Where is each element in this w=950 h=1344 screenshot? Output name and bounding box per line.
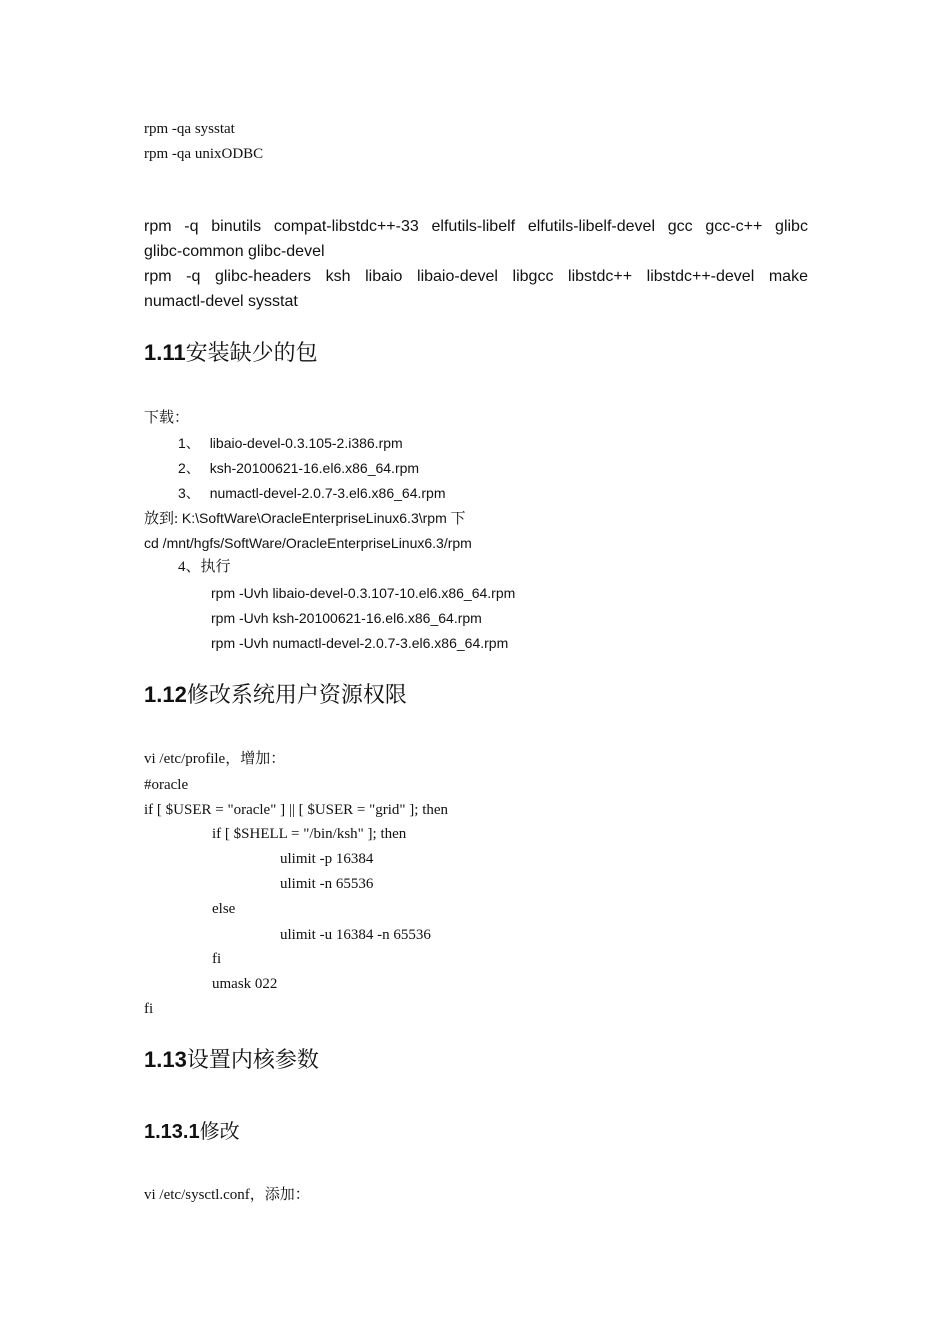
token: rpm (144, 218, 172, 235)
heading-1-13-1 (144, 1117, 240, 1146)
cd-command: cd /mnt/hgfs/SoftWare/OracleEnterpriseLinux6.3/rpm (144, 535, 472, 551)
exec-command: rpm -Uvh numactl-devel-2.0.7-3.el6.x86_64.rpm (211, 635, 509, 651)
token: glibc-headers (214, 268, 312, 285)
code-line: fi (144, 1001, 154, 1017)
package-item (178, 458, 419, 478)
exec-command: rpm -Uvh ksh-20100621-16.el6.x86_64.rpm (211, 610, 482, 626)
code-line: else (212, 901, 236, 917)
code-line: #oracle (144, 777, 189, 793)
token: compat-libstdc++-33 (273, 218, 419, 235)
token: libaio-devel (417, 268, 498, 285)
heading-number: 1.13.1 (144, 1121, 200, 1143)
token: gcc (667, 218, 693, 235)
token: glibc (775, 218, 808, 235)
token: ksh (325, 268, 351, 285)
token: -q (184, 218, 199, 235)
list-index: 3、 (178, 485, 200, 501)
heading-title: 设置内核参数 (186, 1048, 319, 1073)
package-name: libaio-devel-0.3.105-2.i386.rpm (209, 435, 403, 451)
token: rpm (144, 268, 172, 285)
heading-1-12 (144, 680, 407, 711)
cmd-rpm-qa-sysstat: rpm -qa sysstat (144, 121, 235, 137)
place-prefix: 放到: (144, 511, 182, 527)
package-item (178, 433, 403, 453)
place-suffix: 下 (446, 511, 466, 527)
code-line: if [ $SHELL = "/bin/ksh" ]; then (212, 826, 407, 842)
rpm-q-line-3 (144, 267, 808, 287)
heading-1-13 (144, 1045, 319, 1076)
exec-label: 4、执行 (178, 559, 231, 575)
heading-title: 修改 (199, 1119, 240, 1143)
token: elfutils-libelf (431, 218, 516, 235)
heading-number: 1.12 (144, 682, 187, 707)
token: libaio (365, 268, 403, 285)
code-line: ulimit -u 16384 -n 65536 (280, 927, 431, 943)
heading-title: 安装缺少的包 (185, 341, 318, 366)
token: libgcc (512, 268, 554, 285)
token: elfutils-libelf-devel (527, 218, 656, 235)
place-path: K:\SoftWare\OracleEnterpriseLinux6.3\rpm (181, 510, 447, 526)
list-index: 1、 (178, 435, 200, 451)
token: gcc-c++ (705, 218, 763, 235)
rpm-q-line-1 (144, 217, 808, 237)
heading-number: 1.11 (144, 340, 186, 365)
token: libstdc++ (568, 268, 633, 285)
token: -q (186, 268, 201, 285)
package-name: ksh-20100621-16.el6.x86_64.rpm (209, 460, 420, 476)
token: binutils (211, 218, 262, 235)
heading-title: 修改系统用户资源权限 (186, 683, 407, 708)
heading-number: 1.13 (144, 1047, 187, 1072)
token: libstdc++-devel (646, 268, 755, 285)
code-line: ulimit -p 16384 (280, 851, 374, 867)
rpm-q-line-2: glibc-common glibc-devel (144, 243, 325, 260)
package-item (178, 483, 445, 503)
list-index: 2、 (178, 460, 200, 476)
download-label: 下载： (144, 410, 190, 426)
code-line: if [ $USER = "oracle" ] || [ $USER = "grid" ]; then (144, 802, 449, 818)
cmd-rpm-qa-unixodbc: rpm -qa unixODBC (144, 146, 264, 162)
place-line (144, 508, 466, 529)
token: make (768, 268, 808, 285)
code-line: ulimit -n 65536 (280, 876, 374, 892)
exec-command: rpm -Uvh libaio-devel-0.3.107-10.el6.x86_64.rpm (211, 585, 516, 601)
rpm-q-line-4: numactl-devel sysstat (144, 293, 298, 310)
package-name: numactl-devel-2.0.7-3.el6.x86_64.rpm (209, 485, 446, 501)
sysctl-intro: vi /etc/sysctl.conf，添加： (144, 1187, 310, 1203)
code-line: umask 022 (212, 976, 278, 992)
heading-1-11 (144, 338, 318, 369)
profile-intro: vi /etc/profile，增加： (144, 751, 286, 767)
code-line: fi (212, 951, 222, 967)
